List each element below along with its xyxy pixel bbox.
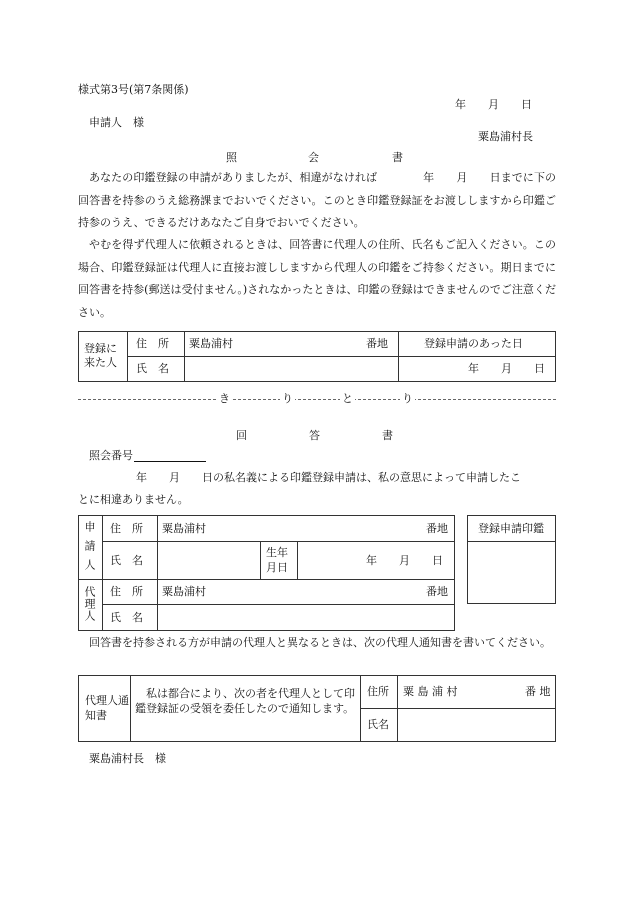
application-date-header: 登録申請のあった日 [424,337,523,350]
reference-number-field[interactable] [134,461,206,462]
date-line: 年 月 日 [455,98,532,111]
cut-line [78,399,556,400]
agent-banchi: 番地 [426,585,448,598]
para1-due-date: 年 月 日まで [423,171,523,184]
inquiry-title-char-1: 照 [226,151,237,164]
agent-address-label: 住 所 [110,585,143,598]
reply-title-char-1: 回 [236,429,247,442]
birth-date-label: 生年月日 [266,546,288,574]
applicant-address-label: 住 所 [110,522,143,535]
inquiry-address-label: 住 所 [136,337,169,350]
reply-title-char-2: 答 [309,429,320,442]
seal-label: 登録申請印鑑 [478,522,544,535]
notice-side-label: 代理人通知書 [85,694,129,722]
footer-addressee: 粟島浦村長 様 [89,752,166,765]
cut-char-ri-2: り [402,392,413,405]
reply-title-char-3: 書 [382,429,393,442]
notice-name-label: 氏名 [367,718,389,731]
birth-date-value: 年 月 日 [366,554,443,567]
cut-char-ki: き [219,392,230,405]
reply-statement-a: 年 月 日の私名義による印鑑登録申請は、私の意思によって申請したこ [136,471,521,484]
notice-lead: 回答書を持参される方が申請の代理人と異なるときは、次の代理人通知書を書いてください。 [89,636,551,649]
issuer: 粟島浦村長 [478,130,533,143]
inquiry-name-label: 氏 名 [136,362,169,375]
recipient: 申請人 様 [89,116,144,129]
applicant-label: 申請人 [83,521,96,578]
notice-village: 粟 島 浦 村 [403,685,458,698]
agent-label: 代理人 [83,586,96,622]
inquiry-paragraph-2: やむを得ず代理人に依頼されるときは、回答書に代理人の住所、氏名もご記入ください。この場合、印鑑登録証は代理人に直接お渡ししますから代理人の印鑑をご持参ください。期日までに回答書を持参(郵送は受付ません。)されなかったときは、印鑑の登録はできませんのでご注意ください。 [78,238,556,319]
applicant-village: 粟島浦村 [162,522,206,535]
agent-village: 粟島浦村 [162,585,206,598]
notice-body: 私は都合により、次の者を代理人として印鑑登録証の受領を委任したので通知します。 [135,687,355,715]
form-number: 様式第3号(第7条関係) [78,83,189,96]
agent-name-label: 氏 名 [110,611,143,624]
applicant-banchi: 番地 [426,522,448,535]
inquiry-title-char-3: 書 [392,151,403,164]
applicant-name-label: 氏 名 [110,554,143,567]
inquiry-village: 粟島浦村 [189,337,233,350]
cut-char-ri-1: り [282,392,293,405]
inquiry-paragraph-1 [78,167,556,235]
para1-text-b: に下の回答書を持参のうえ総務課までおいでください。このとき印鑑登録証をお渡ししますから印鑑ご持参のうえ、できるだけあなたご自身でおいでください。 [78,171,557,229]
para1-text-a: あなたの印鑑登録の申請がありましたが、相違がなければ [89,171,378,184]
cut-char-to: と [342,392,353,405]
inquiry-banchi: 番地 [366,337,388,350]
inquiry-title-char-2: 会 [308,151,319,164]
reference-number-label: 照会番号 [89,449,133,462]
notice-address-label: 住所 [367,685,389,698]
notice-banchi: 番 地 [525,685,551,698]
reply-statement-b: とに相違ありません。 [78,493,189,506]
application-date-value: 年 月 日 [468,362,545,375]
registrant-label: 登録に来た人 [84,342,117,369]
